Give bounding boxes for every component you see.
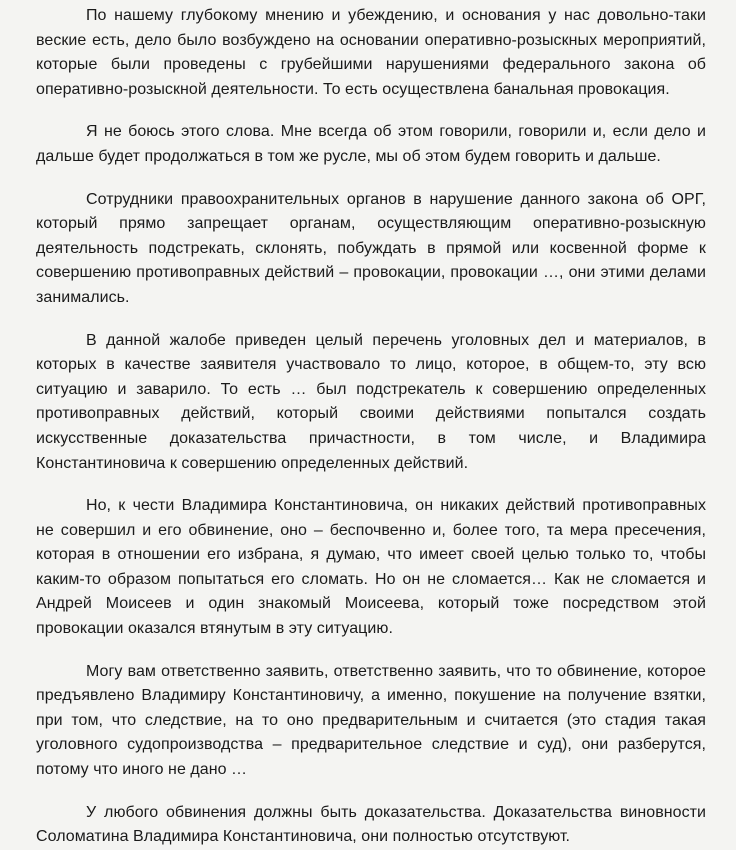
- paragraph-2: Я не боюсь этого слова. Мне всегда об этом говорили, говорили и, если дело и дальше будет продолжаться в том же русле, мы об этом будем говорить и дальше.: [36, 123, 706, 165]
- paragraph-6: Могу вам ответственно заявить, ответственно заявить, что то обвинение, которое предъявлено Владимиру Константиновичу, а именно, покушение на получение взятки, при том, что следствие, на то оно предварительным и считается (это стадия такая уголовного судопроизводства – предварительное следствие и суд), они разберутся, потому что иного не дано …: [36, 662, 706, 779]
- paragraph-7: У любого обвинения должны быть доказательства. Доказательства виновности Соломатина Владимира Константиновича, они полностью отсутствуют.: [36, 803, 706, 846]
- paragraph-1: По нашему глубокому мнению и убеждению, и основания у нас довольно-таки веские есть, дело было возбуждено на основании оперативно-розыскных мероприятий, которые были проведены с грубейшими нарушениями федерального закона об оперативно-розыскной деятельности. То есть осуществлена банальная провокация.: [36, 7, 706, 98]
- paragraph-5: Но, к чести Владимира Константиновича, он никаких действий противоправных не совершил и его обвинение, оно – беспочвенно и, более того, та мера пресечения, которая в отношении его избрана, я думаю, что имеет своей целью только то, чтобы каким-то образом попытаться его сломать. Но он не сломается… Как не сломается и Андрей Моисеев и один знакомый Моисеева, который тоже посредством этой провокации оказался втянутым в эту ситуацию.: [36, 497, 706, 638]
- paragraph-4: В данной жалобе приведен целый перечень уголовных дел и материалов, в которых в качестве заявителя участвовало то лицо, которое, в общем-то, эту всю ситуацию и заварило. То есть … был подстрекатель к совершению определенных противоправных действий, который своими действиями попытался создать искусственные доказательства причастности, в том числе, и Владимира Константиновича к совершению определенных действий.: [36, 331, 706, 472]
- paragraph-3: Сотрудники правоохранительных органов в нарушение данного закона об ОРГ, который прямо запрещает органам, осуществляющим оперативно-розыскную деятельность подстрекать, склонять, побуждать в прямой или косвенной форме к совершению противоправных действий – провокации, провокации …, они этими делами занимались.: [36, 190, 706, 306]
